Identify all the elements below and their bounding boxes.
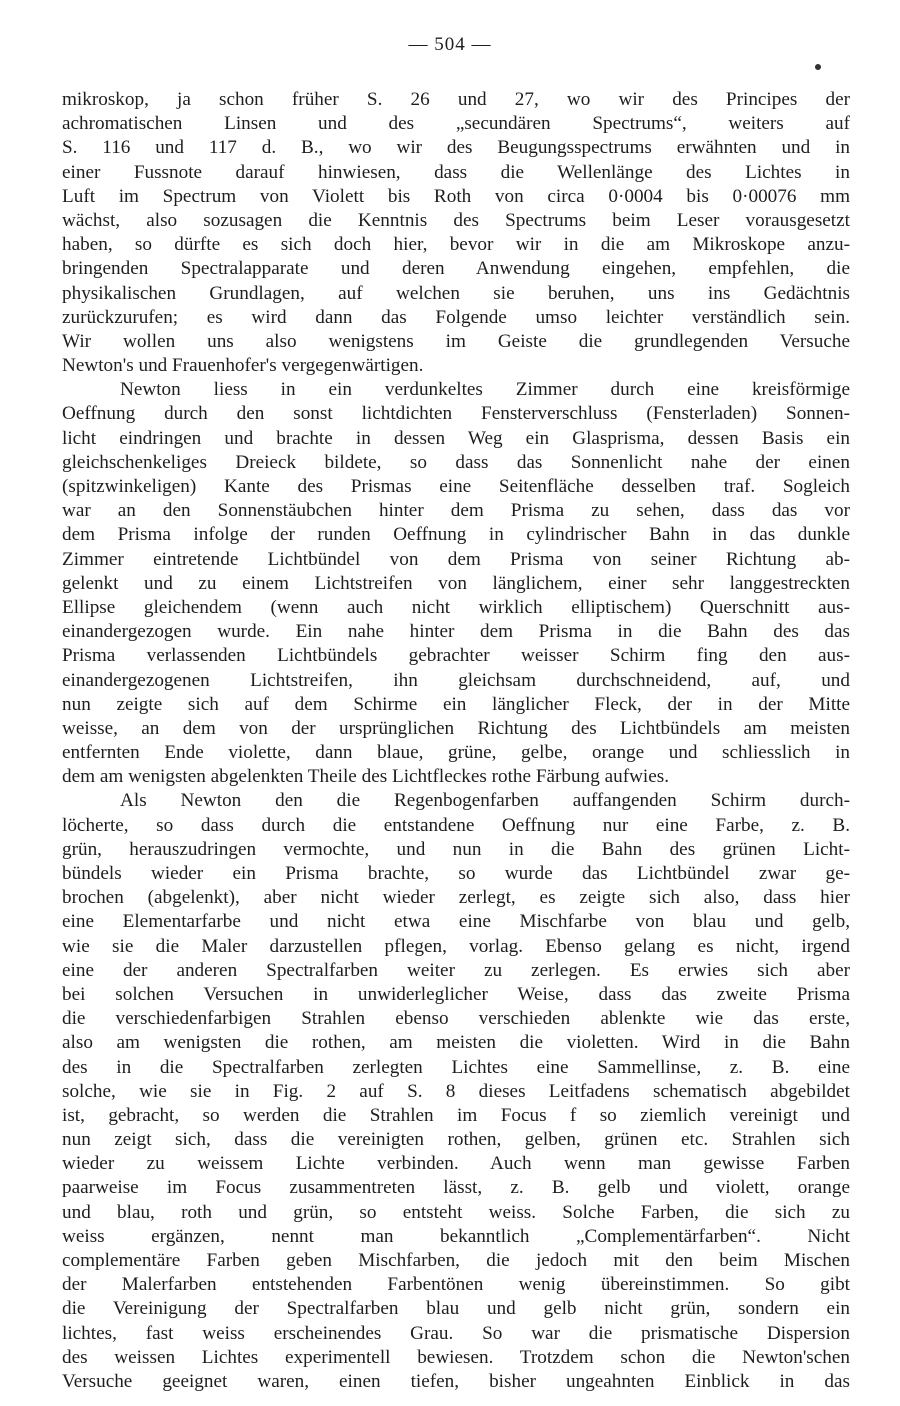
text-line: also am wenigsten die rothen, am meisten die violetten. Wird in die Bahn: [62, 1032, 850, 1054]
text-line: dem am wenigsten abgelenkten Theile des Lichtfleckes rothe Färbung aufwies.: [62, 766, 670, 788]
text-line: Luft im Spectrum von Violett bis Roth von circa 0·0004 bis 0·00076 mm: [62, 185, 850, 207]
ink-dot: [815, 64, 821, 70]
text-line: zurückzurufen; es wird dann das Folgende umso leichter verständlich sein.: [62, 306, 850, 328]
text-line: gleichschenkeliges Dreieck bildete, so dass das Sonnenlicht nahe der einen: [62, 451, 850, 473]
text-line: nun zeigt sich, dass die vereinigten rothen, gelben, grünen etc. Strahlen sich: [62, 1129, 850, 1151]
text-line: haben, so dürfte es sich doch hier, bevor wir in die am Mikroskope anzu-: [62, 234, 850, 256]
text-line: physikalischen Grundlagen, auf welchen sie beruhen, uns ins Gedächtnis: [62, 282, 850, 304]
text-line: wie sie die Maler darzustellen pflegen, vorlag. Ebenso gelang es nicht, irgend: [62, 935, 850, 957]
paragraph: [62, 789, 850, 1394]
text-line: Zimmer eintretende Lichtbündel von dem Prisma von seiner Richtung ab-: [62, 548, 850, 570]
text-line: die verschiedenfarbigen Strahlen ebenso verschieden ablenkte wie das erste,: [62, 1008, 850, 1030]
text-line: eine Elementarfarbe und nicht etwa eine Mischfarbe von blau und gelb,: [62, 911, 850, 933]
text-line: gelenkt und zu einem Lichtstreifen von länglichem, einer sehr langgestreckten: [62, 572, 850, 594]
text-line: die Vereinigung der Spectralfarben blau und gelb nicht grün, sondern ein: [62, 1298, 850, 1320]
body-text: [62, 88, 850, 1394]
text-line: löcherte, so dass durch die entstandene Oeffnung nur eine Farbe, z. B.: [62, 814, 850, 836]
paragraph: [62, 378, 850, 789]
text-line: Versuche geeignet waren, einen tiefen, bisher ungeahnten Einblick in das: [62, 1370, 850, 1392]
text-line: bei solchen Versuchen in unwiderleglicher Weise, dass das zweite Prisma: [62, 983, 850, 1005]
text-line: des in die Spectralfarben zerlegten Lichtes eine Sammellinse, z. B. eine: [62, 1056, 850, 1078]
text-line: complementäre Farben geben Mischfarben, die jedoch mit den beim Mischen: [62, 1250, 850, 1271]
text-line: Newton's und Frauenhofer's vergegenwärtigen.: [62, 355, 424, 377]
text-line: achromatischen Linsen und des „secundären Spectrums“, weiters auf: [62, 113, 850, 135]
text-line: war an den Sonnenstäubchen hinter dem Prisma zu sehen, dass das vor: [62, 500, 850, 522]
text-line: paarweise im Focus zusammentreten lässt, z. B. gelb und violett, orange: [62, 1177, 850, 1199]
text-line: solche, wie sie in Fig. 2 auf S. 8 dieses Leitfadens schematisch abgebildet: [62, 1080, 850, 1102]
text-line: Oeffnung durch den sonst lichtdichten Fensterverschluss (Fensterladen) Sonnen-: [62, 403, 850, 425]
text-line: eine der anderen Spectralfarben weiter zu zerlegen. Es erwies sich aber: [62, 959, 850, 981]
text-line: der Malerfarben entstehenden Farbentönen wenig übereinstimmen. So gibt: [62, 1274, 850, 1296]
text-line: Ellipse gleichendem (wenn auch nicht wirklich elliptischem) Querschnitt aus-: [62, 596, 850, 618]
text-line: weisse, an dem von der ursprünglichen Richtung des Lichtbündels am meisten: [62, 717, 850, 739]
text-line: Prisma verlassenden Lichtbündels gebrachter weisser Schirm fing den aus-: [62, 645, 850, 667]
text-line: lichtes, fast weiss erscheinendes Grau. So war die prismatische Dispersion: [62, 1322, 850, 1344]
text-line: wächst, also sozusagen die Kenntnis des Spectrums beim Leser vorausgesetzt: [62, 209, 850, 231]
text-line: nun zeigte sich auf dem Schirme ein länglicher Fleck, der in der Mitte: [62, 693, 850, 715]
text-line: einer Fussnote darauf hinwiesen, dass die Wellenlänge des Lichtes in: [62, 161, 850, 183]
paragraph: [62, 88, 850, 378]
text-line: bündels wieder ein Prisma brachte, so wurde das Lichtbündel zwar ge-: [62, 863, 850, 884]
text-line: einandergezogen wurde. Ein nahe hinter dem Prisma in die Bahn des das: [62, 621, 850, 643]
text-line: weiss ergänzen, nennt man bekanntlich „Complementärfarben“. Nicht: [62, 1225, 850, 1247]
text-line: mikroskop, ja schon früher S. 26 und 27, wo wir des Principes der: [62, 89, 850, 110]
text-line: grün, herauszudringen vermochte, und nun in die Bahn des grünen Licht-: [62, 838, 850, 860]
page-number: — 504 —: [408, 34, 492, 55]
text-line: einandergezogenen Lichtstreifen, ihn gleichsam durchschneidend, auf, und: [62, 669, 850, 691]
text-line: (spitzwinkeligen) Kante des Prismas eine Seitenfläche desselben traf. Sogleich: [62, 476, 850, 497]
text-line: brochen (abgelenkt), aber nicht wieder zerlegt, es zeigte sich also, dass hier: [62, 887, 850, 909]
text-line: und blau, roth und grün, so entsteht weiss. Solche Farben, die sich zu: [62, 1201, 850, 1223]
text-line: Wir wollen uns also wenigstens im Geiste die grundlegenden Versuche: [62, 330, 850, 352]
text-line: Newton liess in ein verdunkeltes Zimmer durch eine kreisförmige: [120, 379, 850, 401]
text-line: dem Prisma infolge der runden Oeffnung in cylindrischer Bahn in das dunkle: [62, 524, 850, 546]
text-line: des weissen Lichtes experimentell bewiesen. Trotzdem schon die Newton'schen: [62, 1346, 850, 1368]
text-line: bringenden Spectralapparate und deren Anwendung eingehen, empfehlen, die: [62, 258, 850, 280]
text-line: licht eindringen und brachte in dessen Weg ein Glasprisma, dessen Basis ein: [62, 427, 850, 449]
text-line: Als Newton den die Regenbogenfarben auffangenden Schirm durch-: [120, 790, 850, 812]
text-line: entfernten Ende violette, dann blaue, grüne, gelbe, orange und schliesslich in: [62, 742, 850, 764]
text-line: S. 116 und 117 d. B., wo wir des Beugungsspectrums erwähnten und in: [62, 137, 850, 159]
text-line: ist, gebracht, so werden die Strahlen im Focus f so ziemlich vereinigt und: [62, 1104, 850, 1126]
text-line: wieder zu weissem Lichte verbinden. Auch wenn man gewisse Farben: [62, 1153, 850, 1175]
